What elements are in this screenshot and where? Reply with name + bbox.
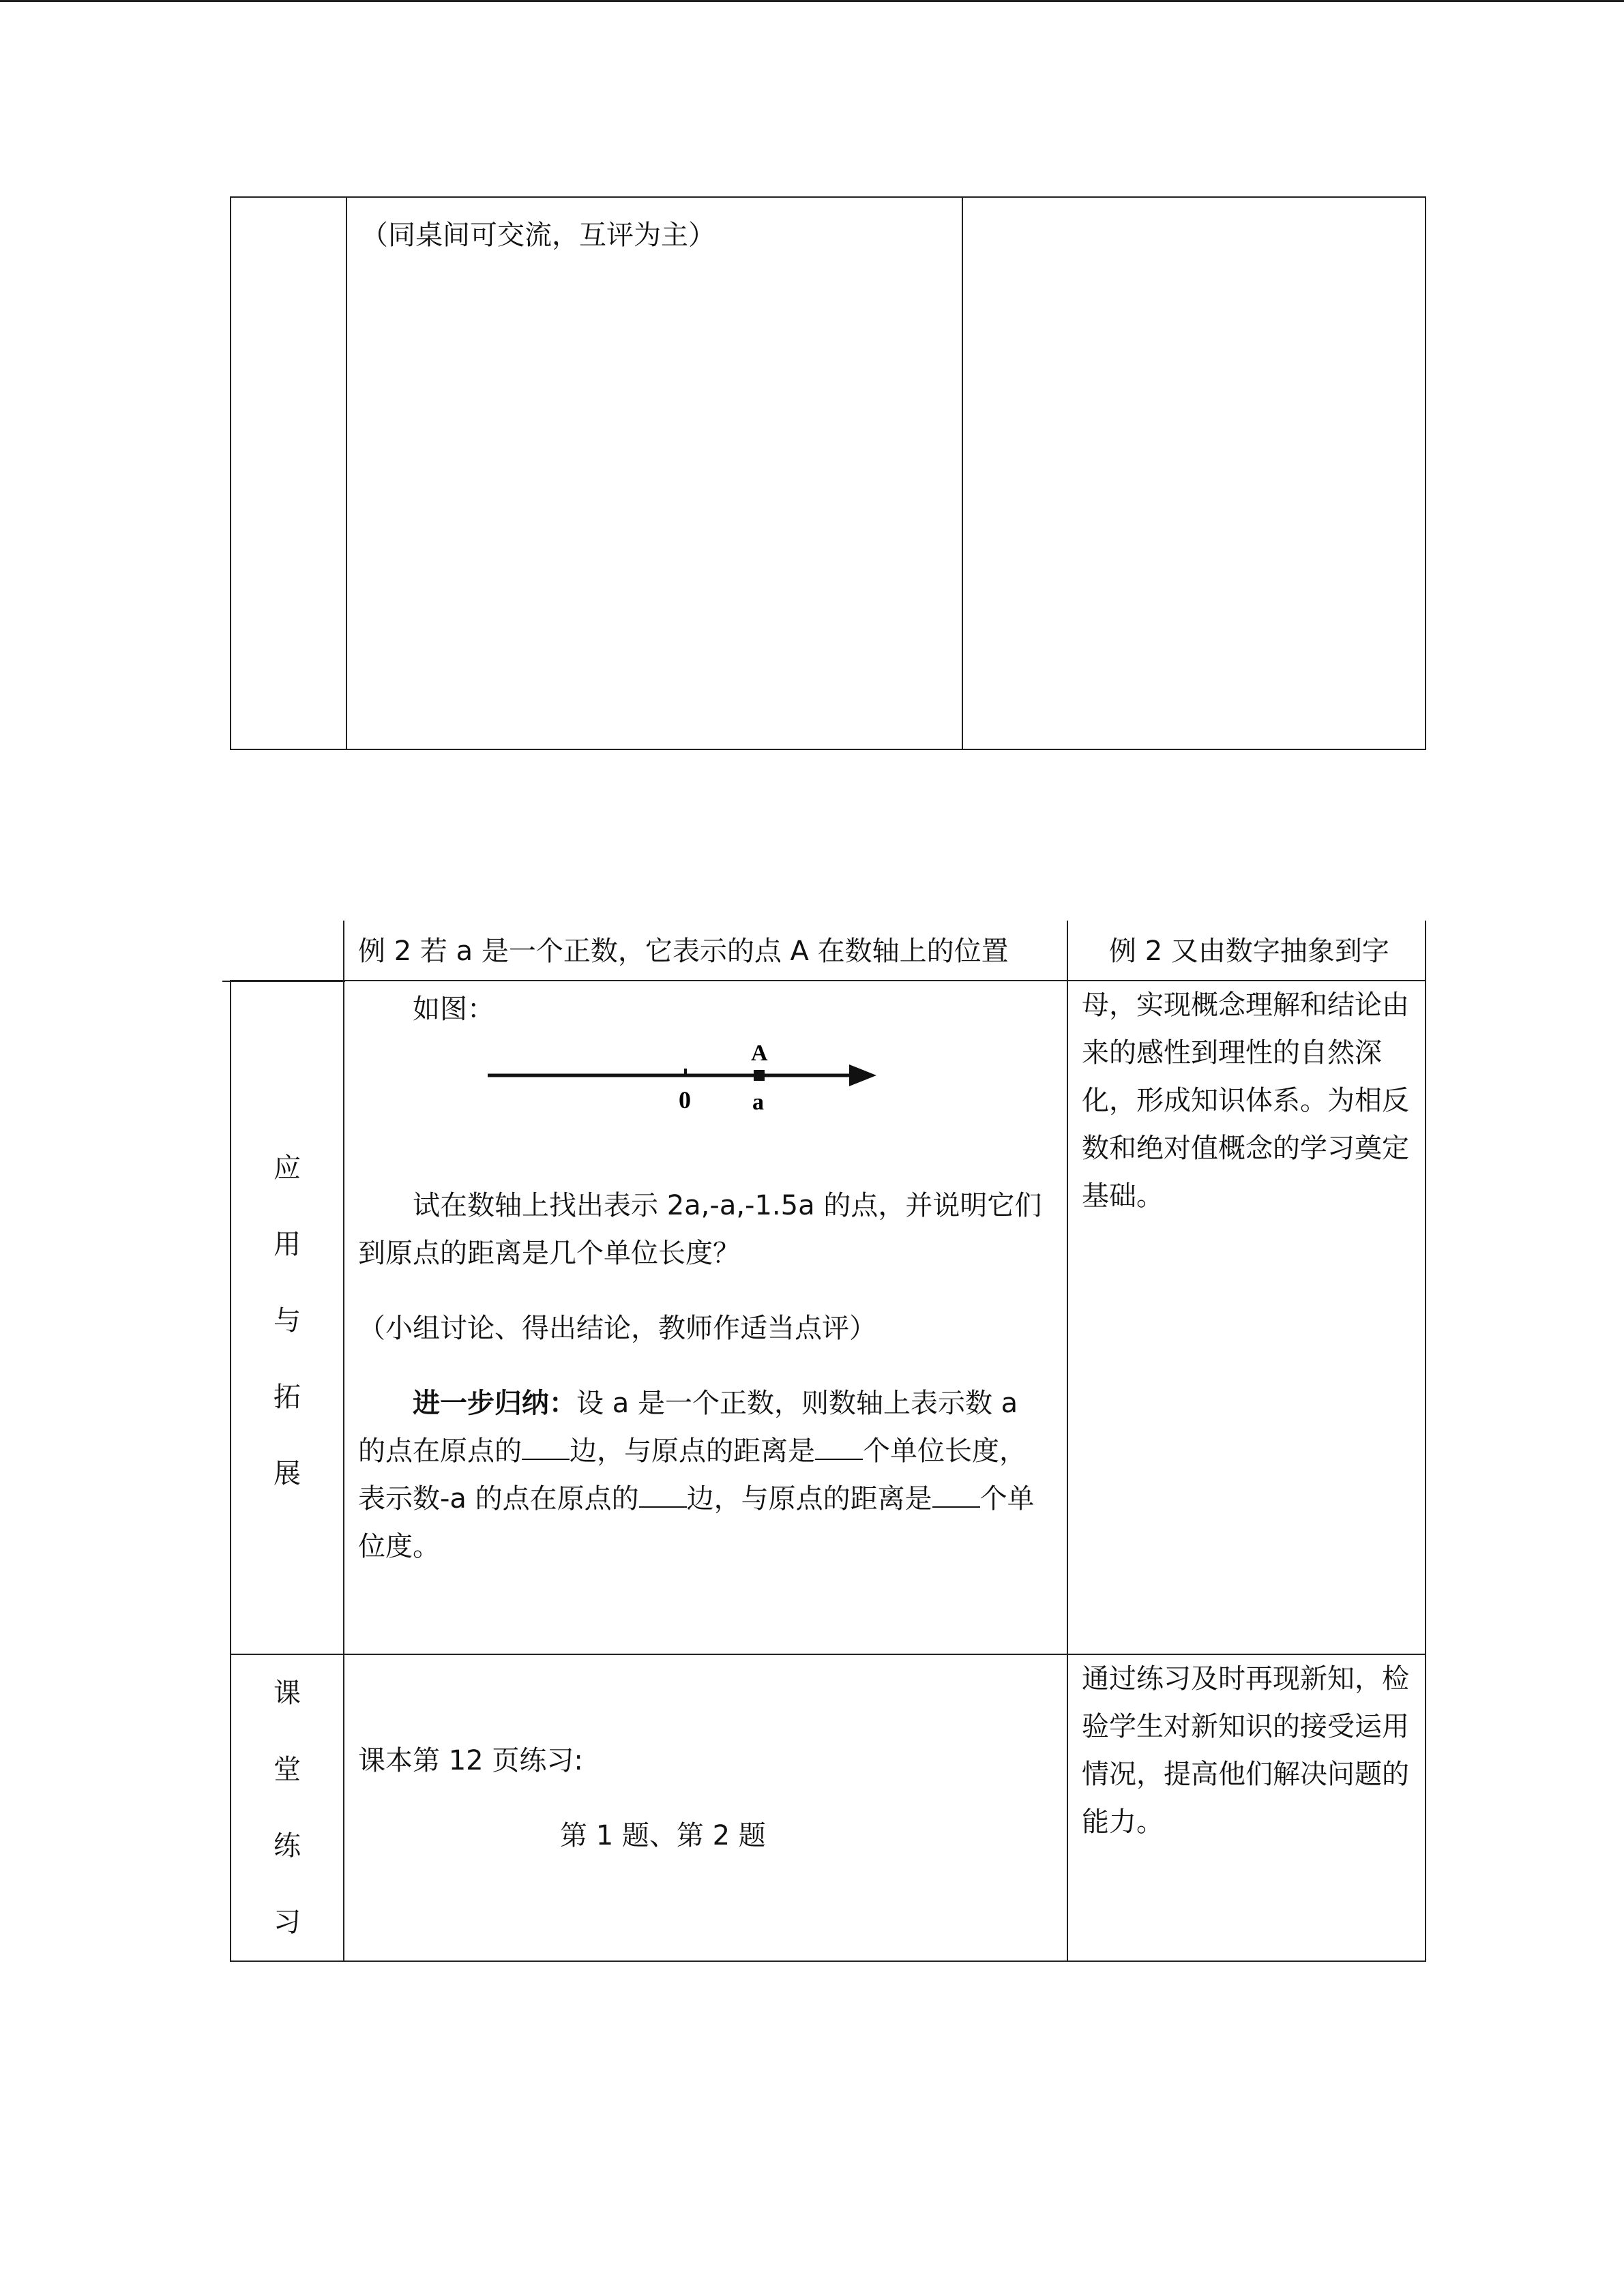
section-char-5: 展 (274, 1458, 301, 1489)
example-2-intent-text: 例 2 又由数字抽象到字 (1109, 936, 1389, 967)
row3-section-cell (231, 1654, 344, 1961)
example-2-text: 例 2 若 a 是一个正数，它表示的点 A 在数轴上的位置 (358, 936, 1009, 967)
lesson-table-top (230, 196, 1426, 750)
number-line-svg (488, 1033, 897, 1149)
number-line-figure (358, 1033, 1053, 1149)
row3-intent-cell (1067, 1654, 1426, 1961)
section-char-4: 拓 (274, 1382, 301, 1413)
row1-section-cell (231, 921, 344, 981)
summary-part-4: 边，与原点的距离是 (686, 1483, 932, 1515)
practice-char-4: 习 (274, 1907, 301, 1938)
group-discussion-note: （小组讨论、得出结论，教师作适当点评） (358, 1313, 876, 1344)
section-char-1: 应 (274, 1152, 301, 1184)
point-a-bottom-label: a (752, 1090, 764, 1115)
blank-4 (932, 1476, 980, 1508)
problems-text: 第 1 题、第 2 题 (560, 1820, 766, 1851)
summary-part-1: 设 a 是一个正数，则数轴上表示数 a 的点在原点的 (358, 1388, 1018, 1467)
top-activity-cell (346, 197, 962, 749)
summary-bold-label: 进一步归纳： (413, 1388, 576, 1419)
point-a-mark (754, 1070, 765, 1081)
summary-part-5: 个单位度。 (358, 1483, 1035, 1562)
peer-review-text: （同桌间可交流，互评为主） (361, 220, 715, 251)
summary-paragraph (358, 1380, 1053, 1570)
top-section-cell (231, 197, 346, 749)
blank-3 (639, 1476, 687, 1508)
find-points-question: 试在数轴上找出表示 2a,-a,-1.5a 的点，并说明它们到原点的距离是几个单位长度？ (358, 1190, 1042, 1269)
lesson-table-bottom (230, 921, 1426, 1962)
point-a-top-label: A (751, 1041, 768, 1066)
row2-intent-text: 母，实现概念理解和结论由来的感性到理性的自然深化，形成知识体系。为相反数和绝对值概念的学习奠定基础。 (1082, 989, 1409, 1212)
practice-char-2: 堂 (274, 1754, 301, 1785)
practice-char-3: 练 (274, 1830, 301, 1862)
row1-activity-cell (344, 921, 1067, 981)
row1-intent-cell (1067, 921, 1426, 981)
summary-part-3: 个单位长度，表示数-a 的点在原点的 (358, 1435, 1027, 1515)
row2-intent-cell (1067, 981, 1426, 1654)
section-char-3: 与 (274, 1305, 301, 1337)
blank-1 (522, 1429, 570, 1460)
row2-section-cell (231, 981, 344, 1654)
top-intent-cell (962, 197, 1426, 749)
exercise-text: 课本第 12 页练习: (358, 1745, 583, 1776)
axis-arrow (849, 1064, 876, 1086)
rutu-label: 如图： (413, 994, 494, 1025)
row3-activity-cell (344, 1654, 1067, 1961)
row2-activity-cell (344, 981, 1067, 1654)
zero-label: 0 (679, 1086, 691, 1114)
page-top-border (0, 0, 1624, 2)
blank-2 (815, 1429, 863, 1460)
summary-part-2: 边，与原点的距离是 (570, 1435, 815, 1467)
row3-intent-text: 通过练习及时再现新知，检验学生对新知识的接受运用情况，提高他们解决问题的能力。 (1082, 1663, 1409, 1838)
practice-char-1: 课 (274, 1678, 301, 1709)
section-char-2: 用 (274, 1229, 301, 1260)
